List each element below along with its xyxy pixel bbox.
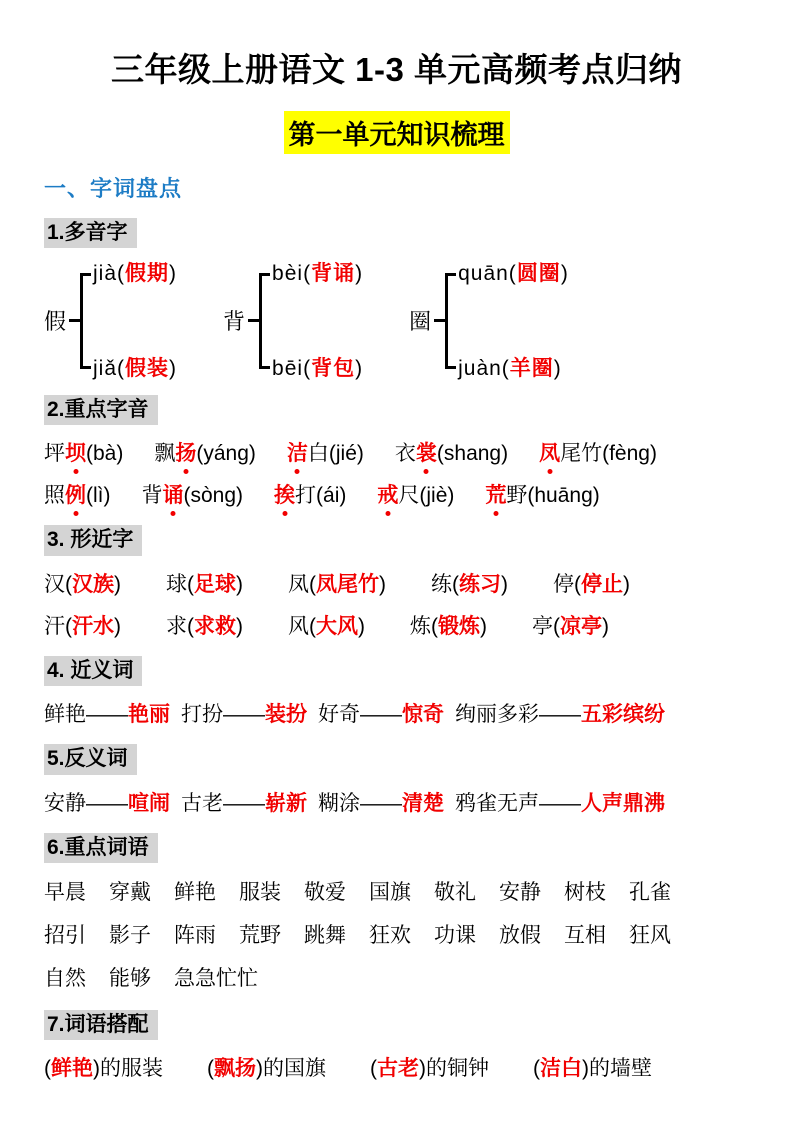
close-paren: ) <box>236 614 243 638</box>
pinyin-suffix: 打(ái) <box>295 484 347 508</box>
collocation-item <box>44 1056 163 1082</box>
pinyin-text: bèi( <box>272 261 312 285</box>
polyphone-group <box>223 262 363 380</box>
noun-phrase: )的墙壁 <box>582 1056 652 1080</box>
close-paren: ) <box>114 614 121 638</box>
key-char: 挨 <box>274 483 295 509</box>
pinyin-text: bēi( <box>272 356 312 380</box>
pinyin-suffix: (sòng) <box>183 484 244 508</box>
plain-char: 照 <box>44 484 65 508</box>
close-paren: ) <box>114 572 121 596</box>
pronunciation-item <box>154 441 256 467</box>
key-word: 跳舞 <box>304 924 346 948</box>
pinyin-suffix: (yáng) <box>196 441 256 465</box>
similar-char-item <box>288 614 365 640</box>
plain-char: 衣 <box>394 441 416 465</box>
key-char: 坝 <box>65 441 86 467</box>
close-paren: ) <box>480 614 487 638</box>
example-word: 凉亭 <box>560 614 602 638</box>
base-char: 练( <box>431 572 459 596</box>
open-paren: ( <box>207 1056 214 1080</box>
key-word: 树枝 <box>564 880 606 904</box>
example-word: 汗水 <box>72 614 114 638</box>
example-word: 假期 <box>125 261 170 285</box>
pronunciation-item <box>44 483 111 509</box>
pronunciation-item <box>485 483 599 509</box>
close-paren: ) <box>355 261 364 285</box>
key-char: 荒 <box>485 483 506 509</box>
close-paren: ) <box>169 356 178 380</box>
close-paren: ) <box>379 572 386 596</box>
key-char: 例 <box>65 483 86 509</box>
close-paren: ) <box>169 261 178 285</box>
source-word: 打扮—— <box>181 703 265 727</box>
antonym-pair <box>318 791 444 817</box>
similar-char-item <box>44 572 121 598</box>
unit-subtitle-highlight: 第一单元知识梳理 <box>284 111 510 154</box>
polyphone-base-char: 背 <box>223 309 246 335</box>
antonym-pair <box>44 791 170 817</box>
pronunciation-item <box>395 441 508 467</box>
bracket-connector-line <box>248 319 259 322</box>
similar-char-item <box>288 572 386 598</box>
plain-char: 背 <box>141 484 163 508</box>
example-word: 凤尾竹 <box>316 572 379 596</box>
key-word: 荒野 <box>239 924 281 948</box>
example-word: 汉族 <box>72 572 114 596</box>
polyphone-group <box>409 262 569 380</box>
open-paren: ( <box>533 1056 540 1080</box>
pinyin-suffix: 野(huāng) <box>506 484 600 508</box>
section-heading-row <box>44 744 749 774</box>
collocation-item <box>533 1056 652 1082</box>
base-char: 球( <box>166 572 194 596</box>
polyphone-reading-top <box>272 262 363 285</box>
base-char: 求( <box>166 614 194 638</box>
key-word: 狂风 <box>629 924 671 948</box>
bracket-connector-line <box>69 319 80 322</box>
similar-char-item <box>553 572 630 598</box>
similar-chars-row <box>44 572 749 598</box>
pronunciation-item <box>44 441 123 467</box>
base-char: 亭( <box>532 614 560 638</box>
antonym-word: 清楚 <box>402 791 444 815</box>
key-char: 戒 <box>377 483 398 509</box>
part-heading: 一、字词盘点 <box>44 175 183 201</box>
similar-chars-row <box>44 614 749 640</box>
section-heading-row <box>44 833 749 863</box>
polyphone-reading-top <box>93 262 177 285</box>
adjective-word: 洁白 <box>540 1056 582 1080</box>
key-word: 阵雨 <box>174 924 216 948</box>
section-heading-row <box>44 395 749 425</box>
similar-char-item <box>166 614 243 640</box>
key-char: 扬 <box>175 441 196 467</box>
example-word: 求救 <box>194 614 236 638</box>
close-paren: ) <box>501 572 508 596</box>
key-word: 影子 <box>109 924 151 948</box>
close-paren: ) <box>560 261 569 285</box>
base-char: 风( <box>288 614 316 638</box>
polyphone-base-char: 圈 <box>409 309 432 335</box>
polyphone-diagram <box>44 262 749 380</box>
pinyin-suffix: 尾竹(fèng) <box>560 441 657 465</box>
section-heading-pronunciations: 2.重点字音 <box>44 395 158 425</box>
key-word: 能够 <box>109 967 151 991</box>
antonym-word: 喧闹 <box>128 791 170 815</box>
bracket-connector-line <box>434 319 445 322</box>
pinyin-suffix: (shang) <box>436 441 509 465</box>
example-word: 锻炼 <box>438 614 480 638</box>
collocations-row <box>44 1056 749 1082</box>
pronunciation-item <box>287 441 364 467</box>
key-word: 招引 <box>44 924 86 948</box>
bracket-icon <box>445 273 457 369</box>
base-char: 停( <box>553 572 581 596</box>
polyphone-readings <box>272 262 363 380</box>
section-heading-row <box>44 656 749 686</box>
pronunciation-row <box>44 483 749 509</box>
source-word: 安静—— <box>44 791 128 815</box>
section-heading-row <box>44 1010 749 1040</box>
similar-char-item <box>410 614 487 640</box>
key-word: 功课 <box>434 924 476 948</box>
key-word: 放假 <box>499 924 541 948</box>
base-char: 汗( <box>44 614 72 638</box>
base-char: 炼( <box>410 614 438 638</box>
close-paren: ) <box>355 356 364 380</box>
key-char: 诵 <box>163 483 184 509</box>
key-words-row <box>44 923 749 949</box>
key-word: 互相 <box>564 924 606 948</box>
base-char: 凤( <box>288 572 316 596</box>
key-word: 狂欢 <box>369 924 411 948</box>
key-char: 凤 <box>539 441 560 467</box>
polyphone-reading-bottom <box>458 357 569 380</box>
synonym-pair <box>318 702 444 728</box>
key-word: 服装 <box>239 880 281 904</box>
example-word: 大风 <box>316 614 358 638</box>
key-word: 国旗 <box>369 880 411 904</box>
similar-char-item <box>431 572 508 598</box>
example-word: 足球 <box>194 572 236 596</box>
key-char: 裳 <box>416 441 437 467</box>
key-words-row <box>44 880 749 906</box>
source-word: 鲜艳—— <box>44 703 128 727</box>
synonym-pair <box>181 702 307 728</box>
antonym-pair <box>181 791 307 817</box>
noun-phrase: )的国旗 <box>256 1056 326 1080</box>
close-paren: ) <box>602 614 609 638</box>
plain-char: 坪 <box>44 441 65 465</box>
noun-phrase: )的铜钟 <box>419 1056 489 1080</box>
similar-char-item <box>532 614 609 640</box>
section-heading-polyphones: 1.多音字 <box>44 218 137 248</box>
close-paren: ) <box>236 572 243 596</box>
polyphone-reading-bottom <box>93 357 177 380</box>
open-paren: ( <box>44 1056 51 1080</box>
example-word: 圆圈 <box>516 261 561 285</box>
key-char: 洁 <box>287 441 308 467</box>
source-word: 好奇—— <box>318 703 402 727</box>
example-word: 假装 <box>125 356 170 380</box>
synonyms-row <box>44 702 749 728</box>
similar-char-item <box>166 572 243 598</box>
pinyin-suffix: 尺(jiè) <box>398 484 455 508</box>
key-word: 安静 <box>499 880 541 904</box>
pronunciation-item <box>377 483 454 509</box>
polyphone-reading-top <box>458 262 569 285</box>
example-word: 羊圈 <box>509 356 554 380</box>
similar-char-item <box>44 614 121 640</box>
pinyin-text: juàn( <box>458 356 510 380</box>
antonym-pair <box>455 791 665 817</box>
key-word: 敬礼 <box>434 880 476 904</box>
synonym-word: 装扮 <box>265 703 307 727</box>
collocation-item <box>207 1056 326 1082</box>
pronunciation-row <box>44 441 749 467</box>
key-word: 孔雀 <box>629 880 671 904</box>
polyphone-base-char: 假 <box>44 309 67 335</box>
source-word: 绚丽多彩—— <box>455 703 581 727</box>
synonym-word: 艳丽 <box>128 703 170 727</box>
source-word: 鸦雀无声—— <box>455 791 581 815</box>
example-word: 停止 <box>581 572 623 596</box>
adjective-word: 古老 <box>377 1056 419 1080</box>
base-char: 汉( <box>44 572 72 596</box>
pinyin-text: jià( <box>93 261 126 285</box>
section-heading-key-words: 6.重点词语 <box>44 833 158 863</box>
key-word: 自然 <box>44 967 86 991</box>
key-words-row <box>44 966 749 992</box>
pinyin-suffix: (lì) <box>86 484 111 508</box>
polyphone-reading-bottom <box>272 357 363 380</box>
section-heading-collocations: 7.词语搭配 <box>44 1010 158 1040</box>
pronunciation-item <box>539 441 657 467</box>
pinyin-text: jiǎ( <box>93 356 126 380</box>
section-heading-row <box>44 525 749 555</box>
subtitle-row <box>44 111 749 154</box>
antonym-word: 人声鼎沸 <box>581 791 665 815</box>
pronunciation-item <box>274 483 346 509</box>
section-heading-antonyms: 5.反义词 <box>44 744 137 774</box>
key-word: 敬爱 <box>304 880 346 904</box>
pronunciation-item <box>142 483 244 509</box>
open-paren: ( <box>370 1056 377 1080</box>
close-paren: ) <box>623 572 630 596</box>
close-paren: ) <box>553 356 562 380</box>
key-word: 急急忙忙 <box>174 967 258 991</box>
synonym-word: 五彩缤纷 <box>581 703 665 727</box>
section-heading-synonyms: 4. 近义词 <box>44 656 142 686</box>
adjective-word: 鲜艳 <box>51 1056 93 1080</box>
example-word: 背诵 <box>311 261 356 285</box>
document-title: 三年级上册语文 1-3 单元高频考点归纳 <box>110 51 683 88</box>
synonym-pair <box>44 702 170 728</box>
adjective-word: 飘扬 <box>214 1056 256 1080</box>
key-word: 早晨 <box>44 880 86 904</box>
antonym-word: 崭新 <box>265 791 307 815</box>
section-heading-similar-chars: 3. 形近字 <box>44 525 142 555</box>
pinyin-text: quān( <box>458 261 517 285</box>
polyphone-readings <box>93 262 177 380</box>
plain-char: 飘 <box>154 441 176 465</box>
synonym-word: 惊奇 <box>402 703 444 727</box>
pinyin-suffix: 白(jié) <box>307 441 364 465</box>
pinyin-suffix: (bà) <box>86 441 124 465</box>
polyphone-readings <box>458 262 569 380</box>
collocation-item <box>370 1056 489 1082</box>
polyphone-group <box>44 262 177 380</box>
antonyms-row <box>44 791 749 817</box>
key-word: 鲜艳 <box>174 880 216 904</box>
bracket-icon <box>80 273 92 369</box>
source-word: 古老—— <box>181 791 265 815</box>
section-heading-row <box>44 218 749 248</box>
example-word: 背包 <box>311 356 356 380</box>
source-word: 糊涂—— <box>318 791 402 815</box>
synonym-pair <box>455 702 665 728</box>
bracket-icon <box>259 273 271 369</box>
key-word: 穿戴 <box>109 880 151 904</box>
example-word: 练习 <box>459 572 501 596</box>
close-paren: ) <box>358 614 365 638</box>
noun-phrase: )的服装 <box>93 1056 163 1080</box>
